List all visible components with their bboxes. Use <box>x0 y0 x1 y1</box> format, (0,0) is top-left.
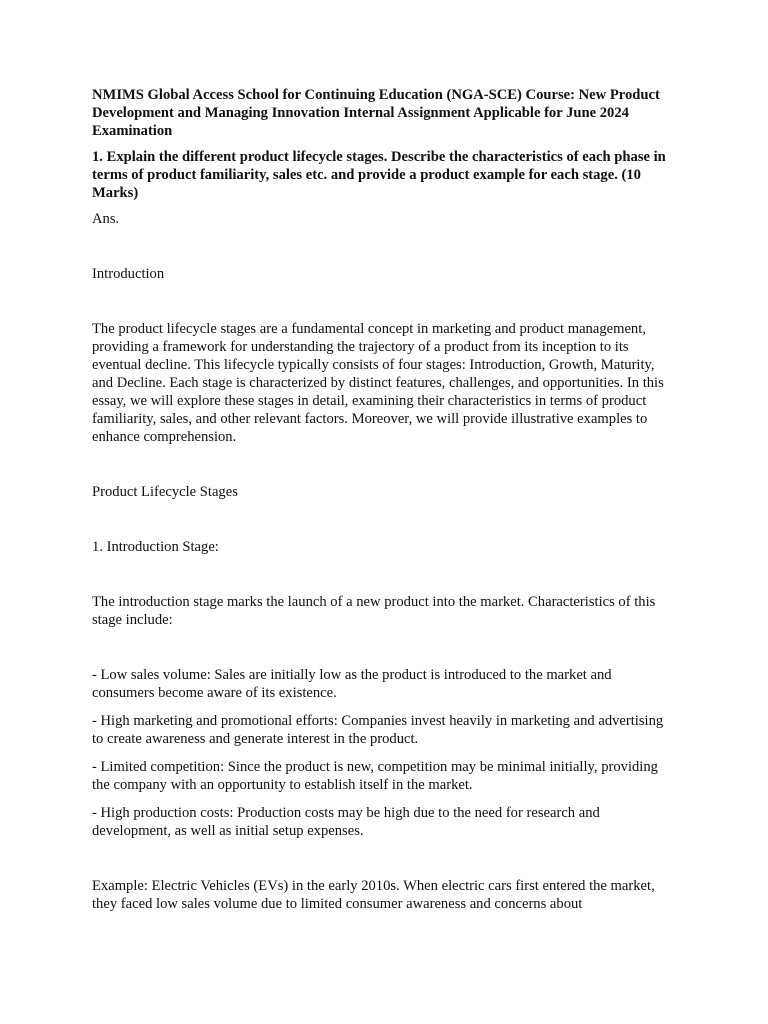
bullet-item: - High production costs: Production costs may be high due to the need for research and development, as well as initial setup expenses. <box>92 805 600 839</box>
intro-paragraph: The product lifecycle stages are a fundamental concept in marketing and product management, providing a framework for understanding the trajectory of a product from its inception to its eventual decline. This lifecycle typically consists of four stages: Introduction, Growth, Maturity, and Decline. Each stage is characterized by distinct features, challenges, and opportunities. In this essay, we will explore these stages in detail, examining their characteristics in terms of product familiarity, sales, and other relevant factors. Moreover, we will provide illustrative examples to enhance comprehension. <box>92 321 664 445</box>
stage-1-heading: 1. Introduction Stage: <box>92 539 219 555</box>
answer-label: Ans. <box>92 211 120 227</box>
stage-1-paragraph: The introduction stage marks the launch of a new product into the market. Characteristics of this stage include: <box>92 594 656 628</box>
section-heading-stages: Product Lifecycle Stages <box>92 484 238 500</box>
assignment-header: NMIMS Global Access School for Continuing Education (NGA-SCE) Course: New Product Development and Managing Innovation Internal Assignment Applicable for June 2024 Examination <box>92 87 660 139</box>
bullet-item: - Low sales volume: Sales are initially low as the product is introduced to the market and consumers become aware of its existence. <box>92 667 612 701</box>
section-heading-introduction: Introduction <box>92 266 165 282</box>
question-text: 1. Explain the different product lifecycle stages. Describe the characteristics of each phase in terms of product familiarity, sales etc. and provide a product example for each stage. (10 Marks) <box>92 149 666 201</box>
bullet-item: - High marketing and promotional efforts: Companies invest heavily in marketing and advertising to create awareness and generate interest in the product. <box>92 713 664 747</box>
bullet-item: - Limited competition: Since the product is new, competition may be minimal initially, providing the company with an opportunity to establish itself in the market. <box>92 759 658 793</box>
example-paragraph: Example: Electric Vehicles (EVs) in the early 2010s. When electric cars first entered the market, they faced low sales volume due to limited consumer awareness and concerns about <box>92 878 655 912</box>
